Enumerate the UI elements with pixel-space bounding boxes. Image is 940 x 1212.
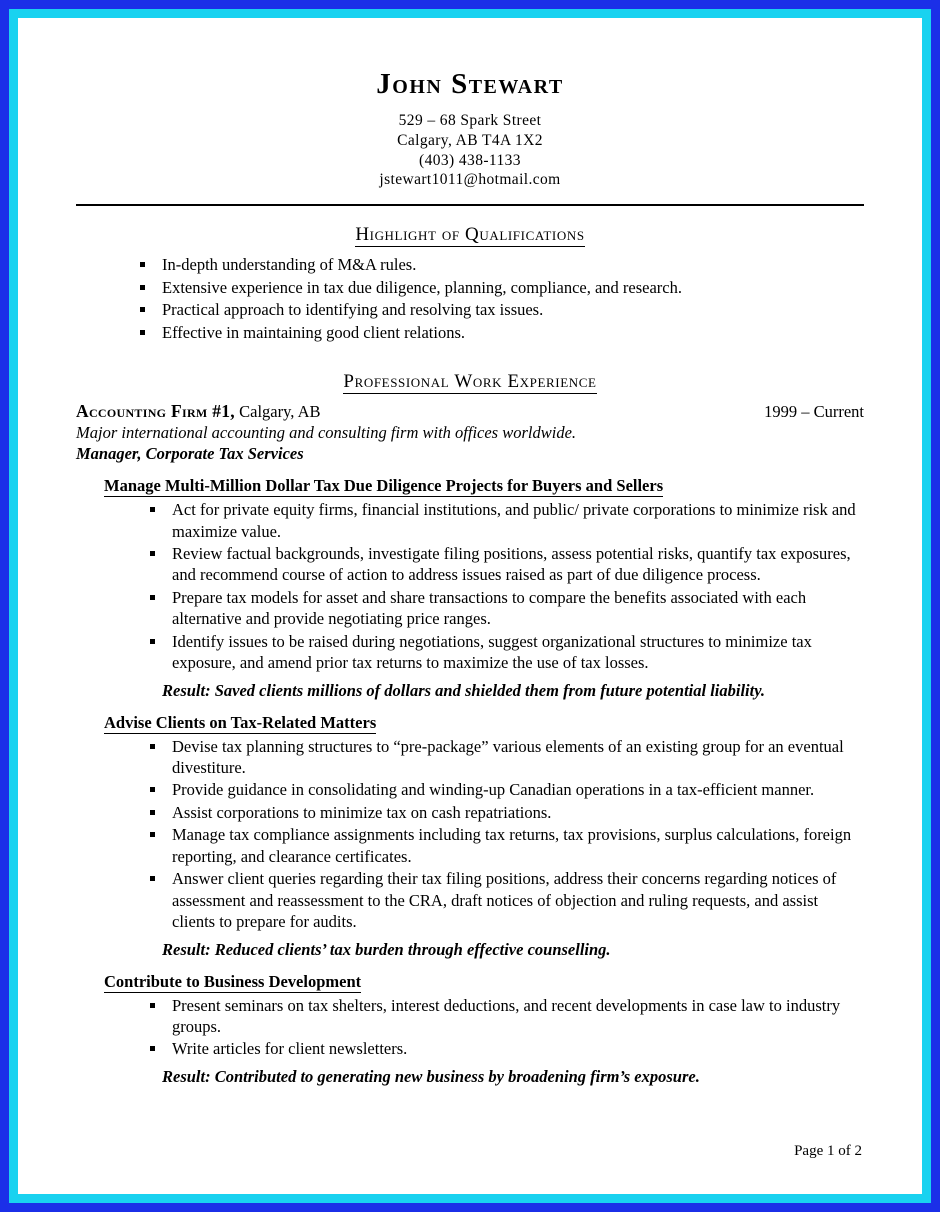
job-location: Calgary, AB (239, 402, 321, 422)
group-result-2: Result: Reduced clients’ tax burden through effective counselling. (162, 939, 611, 959)
group-heading-1 (104, 476, 663, 496)
contact-city: Calgary, AB T4A 1X2 (397, 131, 543, 149)
group-heading-wrap-1 (76, 464, 864, 499)
group-list-3 (76, 995, 864, 1060)
list-item: Devise tax planning structures to “pre-package” various elements of an existing group for an eventual divestiture. (148, 736, 864, 779)
list-item: Present seminars on tax shelters, interest deductions, and recent developments in case law to industry groups. (148, 995, 864, 1038)
qualifications-list (76, 254, 864, 343)
resume-name: John Stewart (376, 68, 564, 100)
contact-email: jstewart1011@hotmail.com (379, 171, 561, 189)
list-item: In-depth understanding of M&A rules. (138, 254, 864, 275)
group-heading-1-text: Manage Multi-Million Dollar Tax Due Diligence Projects for Buyers and Sellers (104, 476, 664, 496)
contact-phone: (403) 438-1133 (419, 151, 521, 169)
contact-block (76, 111, 864, 190)
section-heading-experience-text: Professional Work Experience (343, 371, 597, 393)
group-heading-2 (104, 713, 376, 733)
job-title: Manager, Corporate Tax Services (76, 444, 304, 464)
job-company-name: Accounting Firm #1, (76, 401, 235, 422)
group-list-2 (76, 736, 864, 933)
group-list-1 (76, 499, 864, 674)
group-result-1: Result: Saved clients millions of dollars and shielded them from future potential liability. (162, 680, 766, 700)
list-item: Practical approach to identifying and resolving tax issues. (138, 299, 864, 320)
resume-page (18, 18, 922, 1194)
group-heading-2-text: Advise Clients on Tax-Related Matters (104, 712, 377, 732)
list-item: Provide guidance in consolidating and winding-up Canadian operations in a tax-efficient manner. (148, 779, 864, 800)
header-divider (76, 204, 864, 206)
list-item: Answer client queries regarding their tax filing positions, address their concerns regarding notices of assessment and reassessment to the CRA, draft notices of objection and ruling requests, and assist clients to prepare for audits. (148, 868, 864, 932)
section-heading-qualifications-text: Highlight of Qualifications (355, 224, 585, 246)
section-heading-qualifications (76, 224, 864, 246)
group-heading-3 (104, 972, 361, 992)
list-item: Assist corporations to minimize tax on cash repatriations. (148, 802, 864, 823)
job-dates: 1999 – Current (764, 402, 864, 422)
list-item: Manage tax compliance assignments including tax returns, tax provisions, surplus calculations, foreign reporting, and clearance certificates. (148, 824, 864, 867)
list-item: Effective in maintaining good client relations. (138, 322, 864, 343)
contact-street: 529 – 68 Spark Street (398, 112, 542, 129)
group-heading-3-text: Contribute to Business Development (104, 971, 362, 991)
list-item: Review factual backgrounds, investigate filing positions, assess potential risks, quantify tax exposures, and recommend course of action to address issues raised as part of due diligence process. (148, 543, 864, 586)
group-heading-wrap-3 (76, 960, 864, 995)
list-item: Extensive experience in tax due diligence, planning, compliance, and research. (138, 277, 864, 298)
section-heading-experience (76, 371, 864, 393)
job-company (76, 401, 321, 422)
group-heading-wrap-2 (76, 701, 864, 736)
list-item: Act for private equity firms, financial institutions, and public/ private corporations to minimize risk and maximize value. (148, 499, 864, 542)
inner-cyan-border (9, 9, 931, 1203)
job-header (76, 401, 864, 422)
page-footer: Page 1 of 2 (794, 1143, 862, 1159)
group-result-3: Result: Contributed to generating new business by broadening firm’s exposure. (162, 1066, 700, 1086)
list-item: Identify issues to be raised during negotiations, suggest organizational structures to minimize tax exposure, and amend prior tax returns to maximize the use of tax losses. (148, 631, 864, 674)
job-description: Major international accounting and consulting firm with offices worldwide. (76, 423, 577, 443)
list-item: Write articles for client newsletters. (148, 1038, 864, 1059)
list-item: Prepare tax models for asset and share transactions to compare the benefits associated with each alternative and provide negotiating price ranges. (148, 587, 864, 630)
